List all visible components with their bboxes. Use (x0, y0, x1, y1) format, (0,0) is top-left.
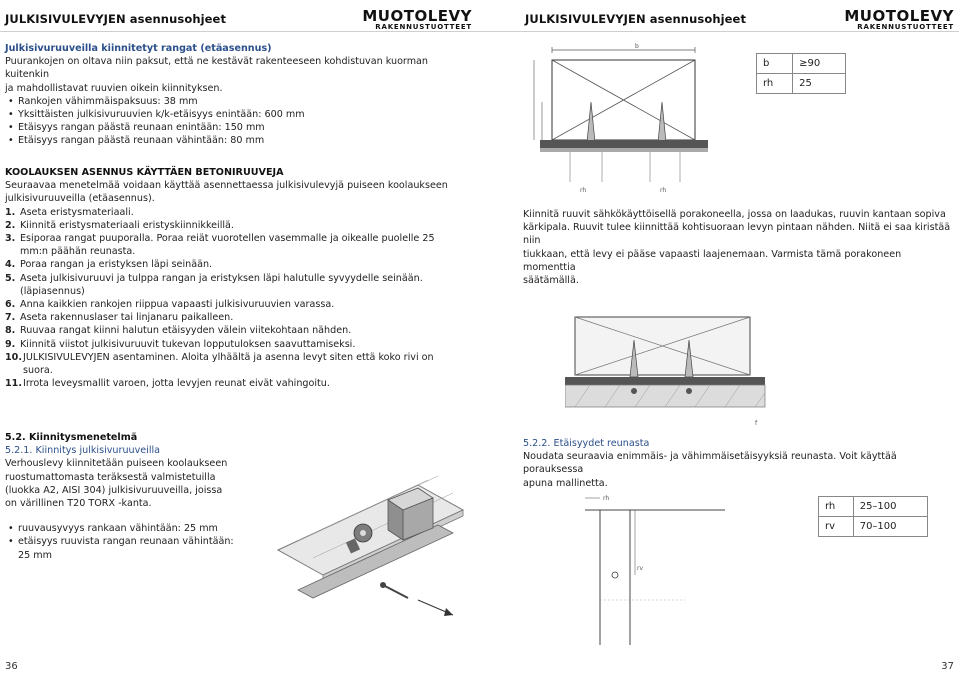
screw-instructions (523, 208, 953, 287)
intro-section (5, 42, 475, 148)
step-item (5, 324, 475, 337)
bullet-item: • Yksittäisten julkisivuruuvien k/k-etäisyys enintään: 600 mm (5, 108, 475, 121)
section-line: apuna mallinetta. (523, 477, 608, 489)
step-text-line: Aseta julkisivuruuvi ja tulppa rangan ja eristyksen läpi halutulle syvyydelle seinään. (20, 272, 423, 284)
step-number: 2. (5, 219, 16, 231)
intro-line: Puurankojen on oltava niin paksut, että ne kestävät rakenteeseen kohdistuvan kuorman kuitenkin (5, 56, 429, 81)
step-text-line: suora. (23, 365, 53, 377)
step-item (5, 219, 475, 232)
step-text-line: mm:n päähän reunasta. (20, 246, 136, 258)
step-item (5, 258, 475, 271)
dim-rh-label: rh (580, 187, 587, 194)
koolaus-line: julkisivuruuveilla (etäasennus). (5, 193, 155, 205)
dim-rh-label: rh (603, 495, 610, 502)
koolaus-line: Seuraavaa menetelmää voidaan käyttää asennettaessa julkisivulevyjä puiseen koolaukseen (5, 180, 448, 192)
table-row (819, 497, 928, 517)
dim-f-label: f (755, 420, 758, 427)
instruction-line: säätämällä. (523, 275, 579, 287)
step-number: 1. (5, 206, 16, 218)
table-label: rh (757, 74, 793, 94)
section-heading: 5.2. Kiinnitysmenetelmä (5, 432, 138, 443)
step-item (5, 232, 475, 258)
intro-bullets (5, 95, 475, 148)
edge-distance-diagram (575, 480, 755, 650)
dimension-table-bottom (818, 496, 928, 537)
step-item (5, 272, 475, 298)
step-text: Anna kaikkien rankojen riippua vapaasti julkisivuruuvien varassa. (20, 299, 335, 311)
dim-rh-label: rh (660, 187, 667, 194)
intro-heading: Julkisivuruuveilla kiinnitetyt rangat (etäasennus) (5, 43, 272, 54)
step-item (5, 377, 475, 390)
dim-b-label: b (635, 43, 639, 50)
table-value: 25 (793, 74, 846, 94)
step-text: Ruuvaa rangat kiinni halutun etäisyyden välein viitekohtaan nähden. (20, 325, 352, 337)
logo-text: MUOTOLEVY (844, 7, 954, 25)
bullet-item: • Etäisyys rangan päästä reunaan vähintään: 80 mm (5, 134, 475, 147)
page-number: 37 (941, 661, 954, 672)
section-line: on värillinen T20 TORX -kanta. (5, 498, 152, 510)
table-label: b (757, 54, 793, 74)
section-bullets (5, 522, 245, 562)
step-text-line: Esiporaa rangat puuporalla. Poraa reiät vuorotellen vasemmalle ja oikealle puolelle 25 (20, 233, 435, 245)
brand-logo (844, 9, 954, 32)
table-value: ≥90 (793, 54, 846, 74)
header-divider (0, 31, 480, 32)
page-number: 36 (5, 661, 18, 672)
step-number: 5. (5, 272, 16, 284)
instruction-line: Kiinnitä ruuvit sähkökäyttöisellä porakoneella, jossa on laadukas, ruuvin kantaan sopiva (523, 209, 946, 220)
step-number: 7. (5, 312, 16, 324)
batten-section-diagram (520, 42, 725, 197)
right-page (480, 0, 959, 678)
bullet-item: • ruuvausyvyys rankaan vähintään: 25 mm (5, 522, 245, 535)
brand-logo (362, 9, 472, 32)
step-text: Kiinnitä viistot julkisivuruuvit tukevan lopputuloksen saavuttamiseksi. (20, 338, 356, 350)
table-row (757, 54, 846, 74)
screw-mounting-illustration (268, 440, 468, 625)
step-text: Aseta eristysmateriaali. (20, 206, 134, 218)
section-subheading: 5.2.2. Etäisyydet reunasta (523, 438, 650, 449)
instruction-line: tiukkaan, että levy ei pääse vapaasti laajenemaan. Varmista tämä porakoneen momenttia (523, 248, 902, 273)
step-text: Irrota leveysmallit varoen, jotta levyjen reunat eivät vahingoitu. (23, 378, 330, 390)
fastening-section-diagram (565, 285, 775, 430)
step-text-line: (läpiasennus) (20, 285, 85, 297)
step-text: Poraa rangan ja eristyksen läpi seinään. (20, 259, 213, 271)
table-value: 70–100 (853, 517, 927, 537)
table-row (757, 74, 846, 94)
header-title: JULKISIVULEVYJEN asennusohjeet (5, 12, 227, 26)
bullet-item: • etäisyys ruuvista rangan reunaan vähintään: 25 mm (5, 535, 245, 561)
logo-text: MUOTOLEVY (362, 7, 472, 25)
step-text: Aseta rakennuslaser tai linjanaru paikalleen. (20, 312, 234, 324)
step-text (20, 272, 423, 298)
dim-rv-label: rv (637, 565, 644, 572)
section-subheading: 5.2.1. Kiinnitys julkisivuruuveilla (5, 445, 161, 457)
logo-subtext: RAKENNUSTUOTTEET (857, 23, 954, 31)
header-divider (480, 31, 959, 32)
instruction-line: kärkipala. Ruuvit tulee kiinnittää kohtisuoraan levyn pintaan nähden. Niitä ei saa kiristää niin (523, 222, 951, 247)
step-text (20, 232, 435, 258)
bullet-item: • Rankojen vähimmäispaksuus: 38 mm (5, 95, 475, 108)
step-item (5, 298, 475, 311)
step-item (5, 206, 475, 219)
bullet-item: • Etäisyys rangan päästä reunaan enintään: 150 mm (5, 121, 475, 134)
section-line: (luokka A2, AISI 304) julkisivuruuveilla, joissa (5, 484, 223, 496)
step-number: 9. (5, 338, 16, 350)
header-title: JULKISIVULEVYJEN asennusohjeet (525, 12, 747, 26)
step-number: 10. (5, 351, 22, 363)
koolaus-heading: KOOLAUKSEN ASENNUS KÄYTTÄEN BETONIRUUVEJA (5, 167, 284, 178)
section-line: Verhouslevy kiinnitetään puiseen koolaukseen (5, 458, 228, 470)
logo-subtext: RAKENNUSTUOTTEET (375, 23, 472, 31)
step-number: 6. (5, 299, 16, 311)
step-number: 3. (5, 233, 16, 245)
table-label: rh (819, 497, 854, 517)
section-5-2 (5, 431, 245, 562)
section-line: ruostumattomasta teräksestä valmistetuilla (5, 471, 216, 483)
step-number: 4. (5, 259, 16, 271)
page-header (0, 9, 480, 31)
step-text: Kiinnitä eristysmateriaali eristyskiinnikkeillä. (20, 219, 234, 231)
step-list (5, 206, 475, 391)
page-header (480, 9, 959, 31)
step-number: 8. (5, 325, 16, 337)
step-item (5, 351, 475, 377)
table-label: rv (819, 517, 854, 537)
table-value: 25–100 (853, 497, 927, 517)
table-row (819, 517, 928, 537)
step-item (5, 338, 475, 351)
koolaus-section (5, 166, 475, 390)
intro-line: ja mahdollistavat ruuvien oikein kiinnityksen. (5, 82, 223, 94)
step-text-line: JULKISIVULEVYJEN asentaminen. Aloita ylhäältä ja asenna levyt siten että koko rivi on (23, 351, 434, 363)
step-number: 11. (5, 378, 22, 390)
step-text (23, 351, 434, 377)
section-line: Noudata seuraavia enimmäis- ja vähimmäisetäisyyksiä reunasta. Voit käyttää porauksessa (523, 451, 897, 476)
step-item (5, 311, 475, 324)
dimension-table-top (756, 53, 846, 94)
